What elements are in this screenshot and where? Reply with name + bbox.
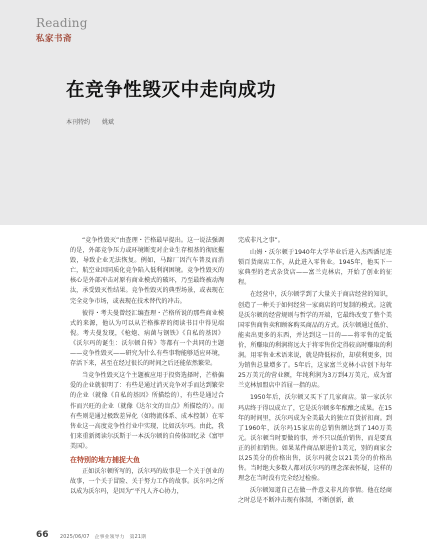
paragraph: “竞争性毁灭”由查理・芒格最早提出。这一说法强调的是，外部竞争压力或环境断变对企业生存根基的彻底摧毁，导致企业无法恢复。例如，马蹄厂因汽车普及而消亡，航空业因同质化竞争陷入低利润困境。竞争性毁灭的核心是外部冲击对原有商业模式的破坏，乃至最终被动淘汰，承受毁灭性结果。竞争性毁灭的典型场景，或表现在完全竞争市场，或表现在技术替代的冲击。 — [70, 237, 224, 305]
paragraph: 正如沃尔顿所写的，沃尔玛的故事是一个关于创业的故事，一个关于冒险、关于努力工作的故事。沃尔玛之所以成为沃尔玛，是因为“平凡人齐心协力， — [70, 467, 224, 496]
paragraph: 山姆・沃尔顿于1940年大学毕业后进入杰西潘尼连锁百货商店工作，从此进入零售业。1945年，他买下一家典型的老式杂货店——富兰克林店，开始了创业的征程。 — [238, 249, 392, 287]
byline — [66, 117, 124, 126]
paragraph: 沃尔顿知道自己在做一件意义非凡的事情。他在经商之时总是不断冲击现有体制，不断创新，敢 — [238, 487, 392, 505]
section-subhead: 在特别的地方捕捉大鱼 — [70, 455, 140, 464]
footer-info: 2025/06/07 企事业领导力 第21期 — [60, 535, 147, 540]
article-title: 在竞争性毁灭中走向成功 — [66, 80, 277, 101]
paragraph: 完成非凡之事”。 — [238, 237, 284, 244]
byline-author: 姚斌 — [101, 119, 114, 126]
paragraph: 彼得・考夫曼曾经汇编查理・芒格所说的那些商业模式的来源，他认为可以从芒格推荐的阅读书目中得见端倪。考夫曼发现，《枪炮、病菌与钢铁》《自私的基因》《沃尔玛的诞生：沃尔顿自传》等都有一个共同的主题——竞争性毁灭——研究为什么有些事物能够适应环境，存活下来，甚至在经过很长的时间之后还能依然繁荣。 — [70, 309, 224, 368]
reading-label: Reading — [36, 16, 88, 30]
paragraph: 当竞争性毁灭这个主题被应用于投资选择时，芒格偏爱的企业就很明了：有些是通过消灭竞争对手而达到繁荣的企业（就像《自私的基因》所描绘的），有些是通过合作而兴旺的企业（就像《达尔文的盲点》所描绘的）。而有些则是通过极致差异化（如物流体系、成本控制）在零售业这一高度竞争性行业中实现，比如沃尔玛。由此，我们来重新阅读尔沃斯于一本沃尔顿的自传体回忆录《富甲美国》。 — [70, 372, 224, 450]
left-column — [70, 236, 224, 499]
byline-role: 本刊特约 — [66, 119, 91, 126]
page-number: 66 — [36, 530, 49, 540]
paragraph: 在经营中，沃尔顿学到了大量关于商店经营的知识，创造了一种关于如何经营一家商店的可复制的模式。这就是沃尔顿的经营规则与哲学的开端，它最终改变了整个美国零售商售卖和顾客购买商品的方式。沃尔顿通过低价、能卖出更多的东西，并达到这一目的——将零售的定低价，所赚取的利润将远大于将零售价定得较高时赚取的利润。用零售业术语来说，就是降低标价，却获利更多，因为销售总量增多了。5年后，这家富兰克林小店创下每年25万美元的营业额，年纯利润为3万到4万美元，成为富兰克林加盟店中首屈一指的店。 — [238, 291, 392, 390]
paragraph: 1950年后，沃尔顿又买下了几家商店。第一家沃尔玛店终于得以成立了，它是沃尔顿多年酝酿之成果。在15年的时间里，沃尔玛成为全美最大的独立百货折扣商。到了1960年，沃尔玛15家店的总销售额达到了140万美元。沃尔顿当时要做的事，并不只以低价销售，而是要真正的折扣销售。如果某件商品原进价1美元，别的商家会以25美分的价格出售，沃尔玛就会以21美分的价格出售。当时绝大多数人都对沃尔玛的理念深表怀疑，这样的理念在当时没有完全经过检验。 — [238, 394, 393, 483]
right-column — [238, 236, 392, 508]
section-label: 私家书斋 — [36, 34, 73, 44]
